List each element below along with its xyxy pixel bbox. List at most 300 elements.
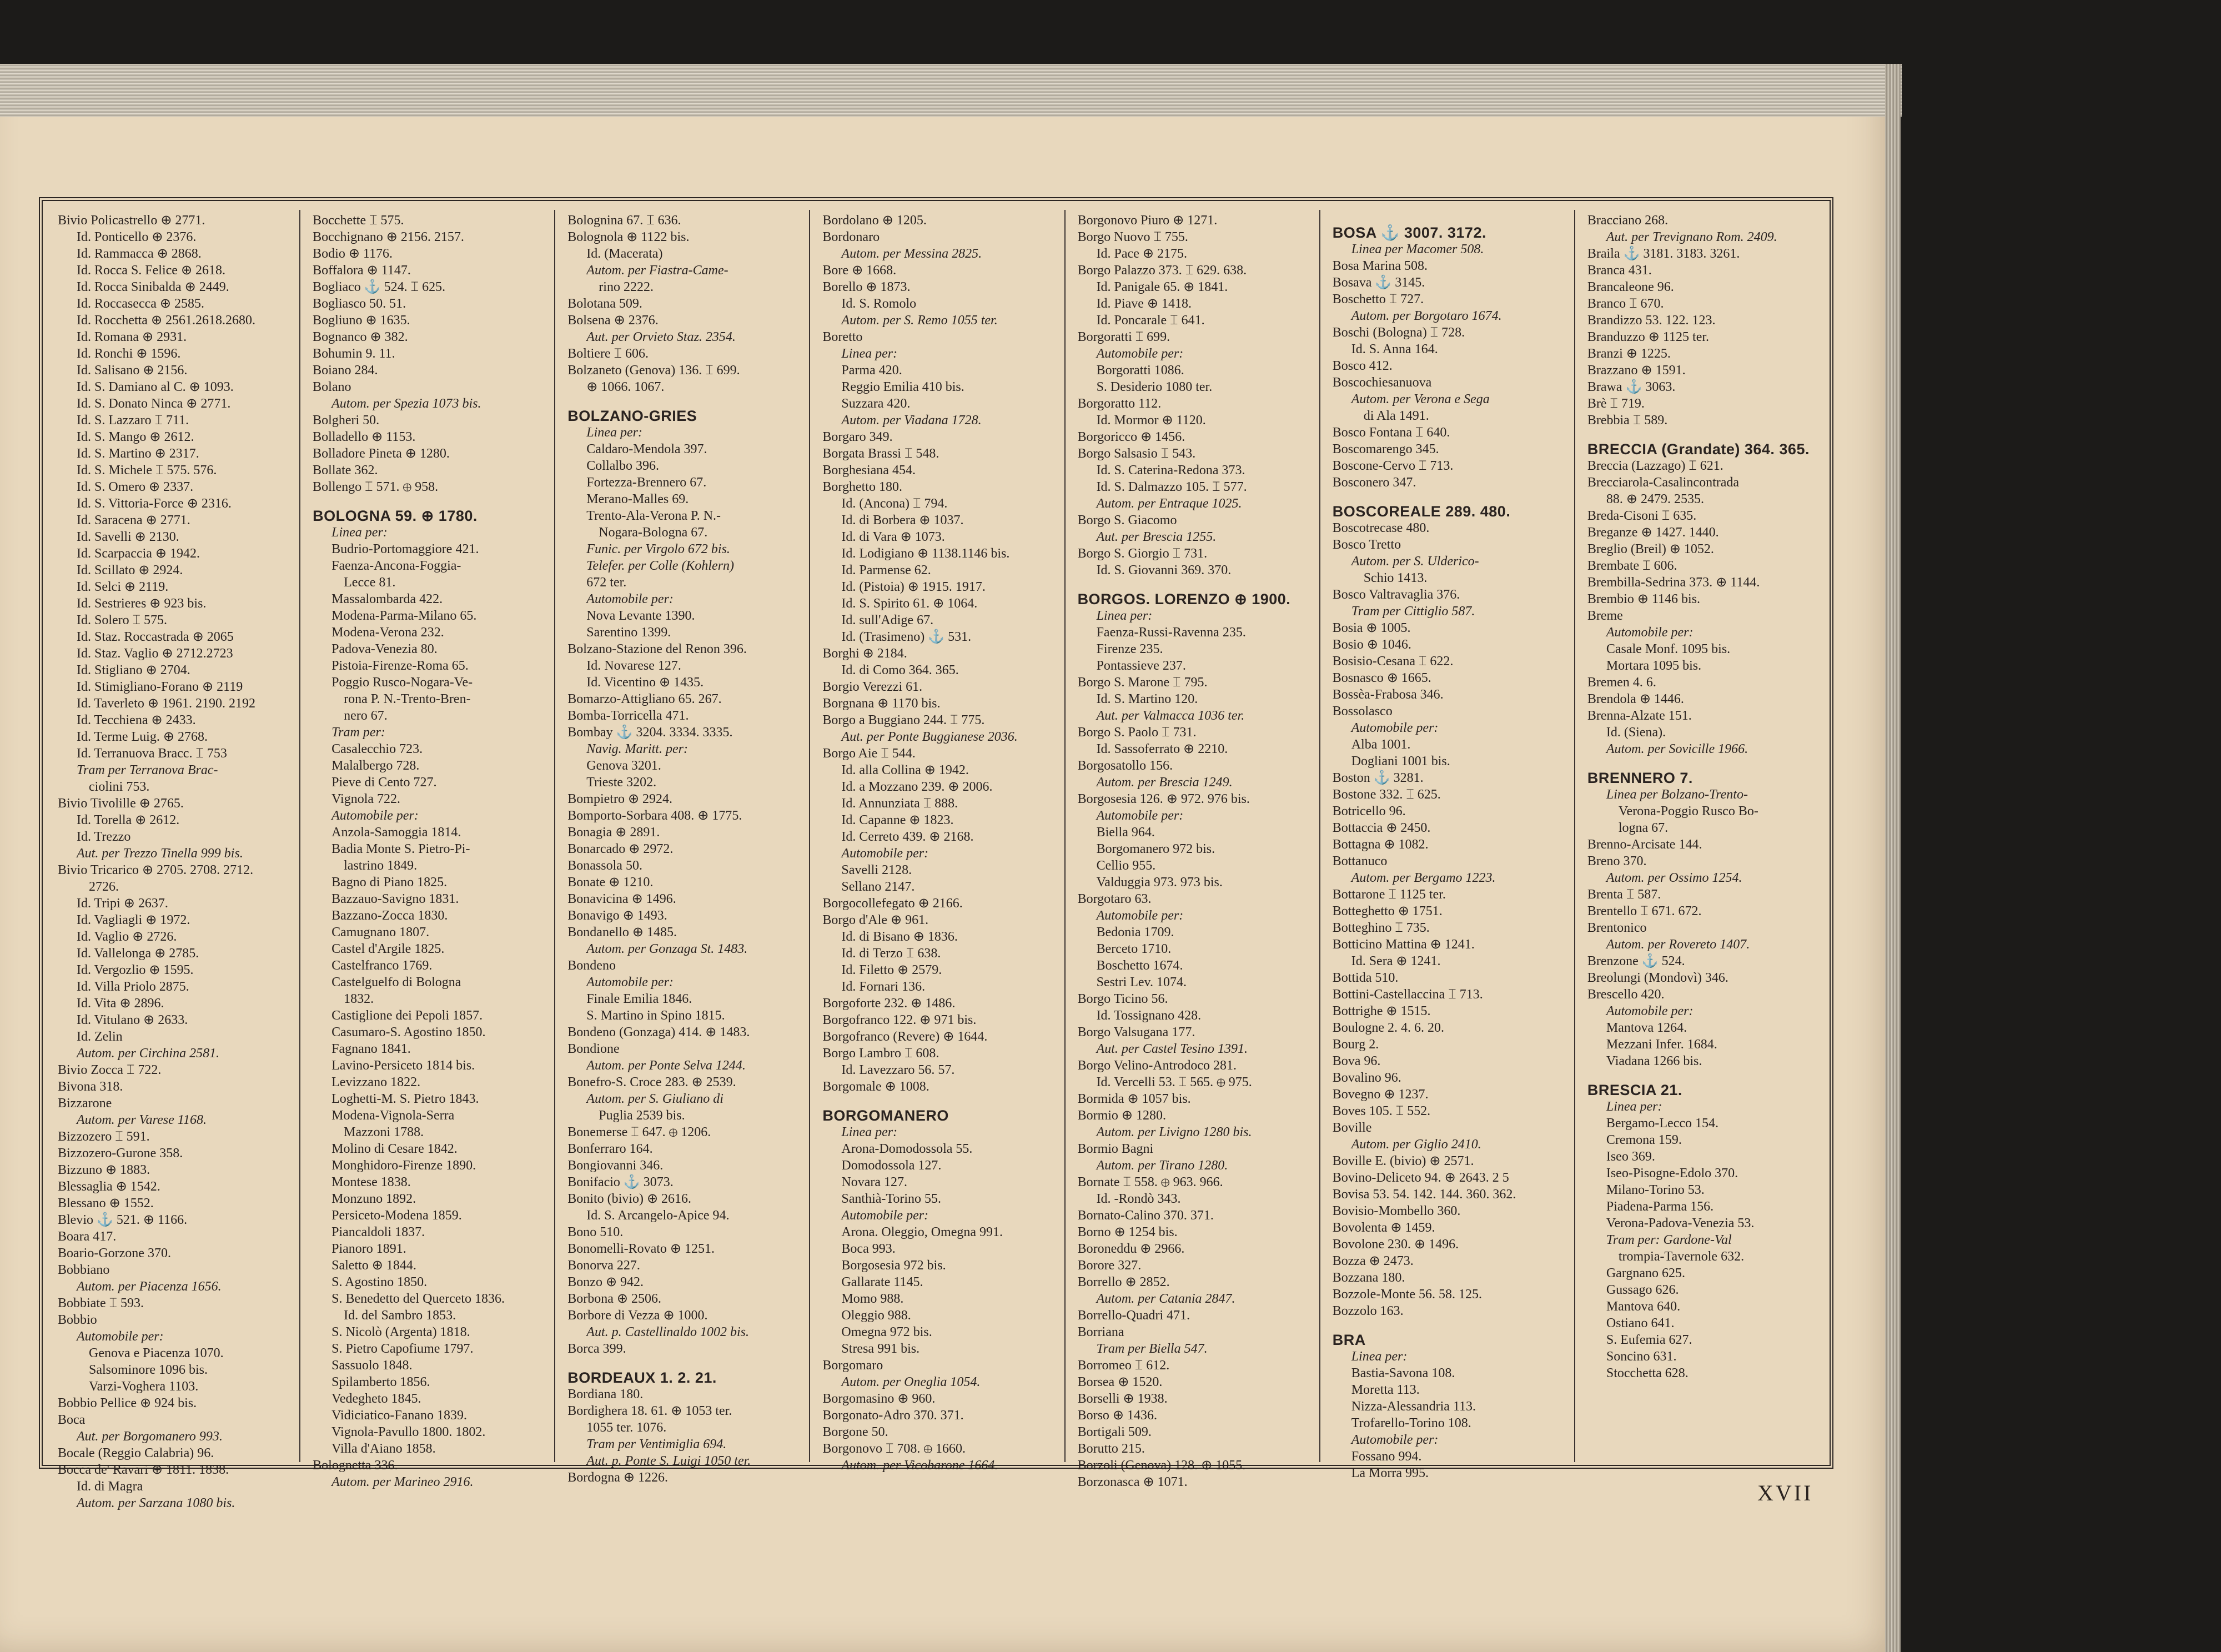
index-entry: Id. (Pistoia) ⊕ 1915. 1917.: [841, 580, 986, 594]
index-entry: Borgoratti ⌶ 699.: [1077, 330, 1170, 344]
index-entry: Id. S. Donato Ninca ⊕ 2771.: [77, 396, 231, 411]
index-entry: Borgo S. Paolo ⌶ 731.: [1077, 725, 1197, 740]
index-entry: Sestri Lev. 1074.: [1096, 975, 1187, 990]
index-entry: Brawa ⚓ 3063.: [1587, 380, 1676, 394]
index-entry: Autom. per Fiastra-Came-: [586, 263, 728, 278]
index-entry: Id. Lodigiano ⊕ 1138.1146 bis.: [841, 546, 1010, 561]
index-entry: Botticino Mattina ⊕ 1241.: [1332, 937, 1475, 952]
index-entry: Braila ⚓ 3181. 3183. 3261.: [1587, 247, 1740, 261]
index-entry: Automobile per:: [1606, 1004, 1694, 1018]
index-entry: Trieste 3202.: [586, 775, 657, 790]
index-entry: Borgomasino ⊕ 960.: [822, 1392, 936, 1406]
index-entry: Borno ⊕ 1254 bis.: [1077, 1225, 1178, 1239]
index-entry: Id. Rocca Sinibalda ⊕ 2449.: [77, 280, 229, 294]
page-stack-top-edge: [0, 64, 1902, 117]
index-entry: Breganze ⊕ 1427. 1440.: [1587, 525, 1719, 540]
index-entry: Id. -Rondò 343.: [1096, 1192, 1181, 1206]
index-entry: Reggio Emilia 410 bis.: [841, 380, 964, 394]
index-entry: Bazzauo-Savigno 1831.: [331, 892, 459, 906]
index-entry: Blevio ⚓ 521. ⊕ 1166.: [58, 1213, 188, 1227]
index-entry: Autom. per S. Remo 1055 ter.: [841, 313, 998, 328]
index-entry: Breglio (Breil) ⊕ 1052.: [1587, 542, 1714, 556]
index-entry: Bonate ⊕ 1210.: [567, 875, 654, 890]
index-entry: Molino di Cesare 1842.: [331, 1142, 458, 1156]
index-entry: Bordogna ⊕ 1226.: [567, 1470, 669, 1485]
index-entry: Pistoia-Firenze-Roma 65.: [331, 659, 469, 673]
index-entry: Bosco Tretto: [1332, 538, 1401, 552]
index-entry: S. Martino in Spino 1815.: [586, 1008, 725, 1023]
index-entry: Borgo Salsasio ⌶ 543.: [1077, 446, 1196, 461]
index-entry: Aut. per Borgomanero 993.: [77, 1429, 223, 1444]
index-entry: Id. di Magra: [77, 1479, 143, 1494]
index-entry: Bonzo ⊕ 942.: [567, 1275, 644, 1289]
index-entry: Id. Vita ⊕ 2896.: [77, 996, 164, 1011]
index-entry: Id. Ponticello ⊕ 2376.: [77, 230, 197, 244]
index-entry: Levizzano 1822.: [331, 1075, 421, 1089]
index-entry: Spilamberto 1856.: [331, 1375, 430, 1389]
index-entry: Borgnana ⊕ 1170 bis.: [822, 696, 941, 711]
index-entry: Aut. per Ponte Buggianese 2036.: [841, 730, 1018, 744]
section-heading: BORGOMANERO: [822, 1107, 949, 1124]
index-entry: di Ala 1491.: [1363, 409, 1429, 423]
index-entry: Borzoli (Genova) 128. ⊕ 1055.: [1077, 1458, 1246, 1473]
index-entry: Iseo 369.: [1606, 1149, 1655, 1164]
index-entry: Bazzano-Zocca 1830.: [331, 908, 448, 923]
index-entry: Id. Salisano ⊕ 2156.: [77, 363, 188, 378]
index-entry: Viadana 1266 bis.: [1606, 1054, 1702, 1068]
index-entry: Id. di Bisano ⊕ 1836.: [841, 930, 958, 944]
index-entry: Automobile per:: [1096, 809, 1184, 823]
index-entry: Brendola ⊕ 1446.: [1587, 692, 1684, 706]
index-entry: Id. Vallelonga ⊕ 2785.: [77, 946, 199, 961]
index-entry: Santhià-Torino 55.: [841, 1192, 942, 1206]
index-entry: Id. Savelli ⊕ 2130.: [77, 530, 179, 544]
index-entry: Id. (Siena).: [1606, 725, 1666, 740]
index-entry: Borgomaro: [822, 1358, 883, 1373]
index-entry: Bormio ⊕ 1280.: [1077, 1108, 1167, 1123]
index-entry: Boretto: [822, 330, 863, 344]
index-entry: Tram per Ventimiglia 694.: [586, 1437, 727, 1452]
index-entry: Bonassola 50.: [567, 858, 642, 873]
index-entry: Blessaglia ⊕ 1542.: [58, 1179, 160, 1194]
index-entry: Faenza-Ancona-Foggia-: [331, 559, 461, 573]
index-entry: Sellano 2147.: [841, 880, 915, 894]
index-entry: Navig. Maritt. per:: [586, 742, 688, 756]
index-entry: Bobbio Pellice ⊕ 924 bis.: [58, 1396, 197, 1410]
index-entry: Bizzozero ⌶ 591.: [58, 1129, 150, 1144]
index-entry: Linea per:: [331, 525, 388, 540]
index-entry: Id. Cerreto 439. ⊕ 2168.: [841, 830, 974, 844]
index-entry: Id. S. Romolo: [841, 297, 917, 311]
index-entry: Bivio Tricarico ⊕ 2705. 2708. 2712.: [58, 863, 254, 877]
index-entry: Bosconero 347.: [1332, 475, 1416, 490]
index-entry: Suzzara 420.: [841, 396, 911, 411]
index-entry: Id. Tecchiena ⊕ 2433.: [77, 713, 196, 727]
index-entry: Boville E. (bivio) ⊕ 2571.: [1332, 1154, 1474, 1168]
index-entry: Id. (Macerata): [586, 247, 663, 261]
index-entry: Aut. per Valmacca 1036 ter.: [1096, 709, 1245, 723]
index-entry: Badia Monte S. Pietro-Pi-: [331, 842, 470, 856]
index-entry: Id. Mormor ⊕ 1120.: [1096, 413, 1206, 428]
index-entry: Autom. per Messina 2825.: [841, 247, 982, 261]
index-entry: Funic. per Virgolo 672 bis.: [586, 542, 730, 556]
index-entry: Bossolasco: [1332, 704, 1393, 719]
index-entry: Id. Trezzo: [77, 830, 131, 844]
index-entry: Id. Filetto ⊕ 2579.: [841, 963, 942, 977]
index-entry: Id. di Terzo ⌶ 638.: [841, 946, 941, 961]
index-entry: Bolsena ⊕ 2376.: [567, 313, 659, 328]
index-entry: Bedonia 1709.: [1096, 925, 1174, 940]
index-entry: Bormida ⊕ 1057 bis.: [1077, 1092, 1191, 1106]
index-entry: Bonagia ⊕ 2891.: [567, 825, 660, 840]
index-entry: Id. Rocca S. Felice ⊕ 2618.: [77, 263, 226, 278]
index-entry: Bolognina 67. ⌶ 636.: [567, 213, 681, 228]
index-entry: 672 ter.: [586, 575, 627, 590]
index-entry: Id. Vaglio ⊕ 2726.: [77, 930, 177, 944]
index-entry: Castiglione dei Pepoli 1857.: [331, 1008, 483, 1023]
index-entry: Bognanco ⊕ 382.: [313, 330, 408, 344]
index-entry: Brentello ⌶ 671. 672.: [1587, 904, 1702, 918]
index-entry: Dogliani 1001 bis.: [1351, 754, 1450, 769]
index-entry: Autom. per Catania 2847.: [1096, 1292, 1235, 1306]
index-entry: Bonomelli-Rovato ⊕ 1251.: [567, 1242, 715, 1256]
index-entry: Bolano: [313, 380, 351, 394]
index-entry: Borgata Brassi ⌶ 548.: [822, 446, 939, 461]
index-entry: Id. Vagliagli ⊕ 1972.: [77, 913, 190, 927]
index-entry: Bivio Policastrello ⊕ 2771.: [58, 213, 205, 228]
index-entry: Boschetto 1674.: [1096, 958, 1183, 973]
index-entry: S. Pietro Capofiume 1797.: [331, 1342, 474, 1356]
index-entry: Bordonaro: [822, 230, 880, 244]
index-entry: Branca 431.: [1587, 263, 1652, 278]
index-entry: Piancaldoli 1837.: [331, 1225, 425, 1239]
index-entry: Bastia-Savona 108.: [1351, 1366, 1455, 1380]
index-entry: Id. S. Caterina-Redona 373.: [1096, 463, 1245, 478]
index-entry: Autom. per Livigno 1280 bis.: [1096, 1125, 1252, 1139]
index-entry: Bosco 412.: [1332, 359, 1393, 373]
index-entry: Bonarcado ⊕ 2972.: [567, 842, 674, 856]
index-entry: Boltiere ⌶ 606.: [567, 347, 649, 361]
index-entry: Borgotaro 63.: [1077, 892, 1152, 906]
index-entry: rino 2222.: [599, 280, 654, 294]
index-entry: Linea per Bolzano-Trento-: [1606, 787, 1748, 802]
column-4: [810, 210, 1065, 1473]
index-entry: Iseo-Pisogne-Edolo 370.: [1606, 1166, 1738, 1181]
index-entry: Bosnasco ⊕ 1665.: [1332, 671, 1431, 685]
index-entry: Brembio ⊕ 1146 bis.: [1587, 592, 1701, 606]
index-entry: Monghidoro-Firenze 1890.: [331, 1158, 476, 1173]
index-entry: Valduggia 973. 973 bis.: [1096, 875, 1223, 890]
index-entry: Bozzana 180.: [1332, 1271, 1405, 1285]
index-entry: Bosava ⚓ 3145.: [1332, 275, 1425, 290]
index-entry: Bottanuco: [1332, 854, 1388, 868]
index-entry: Id. di Borbera ⊕ 1037.: [841, 513, 964, 528]
index-entry: Boschi (Bologna) ⌶ 728.: [1332, 325, 1465, 340]
index-entry: Id. Tripi ⊕ 2637.: [77, 896, 168, 911]
index-entry: Borgo Aie ⌶ 544.: [822, 746, 916, 761]
index-entry: S. Eufemia 627.: [1606, 1333, 1692, 1347]
index-entry: Nizza-Alessandria 113.: [1351, 1399, 1476, 1414]
index-entry: Fagnano 1841.: [331, 1042, 411, 1056]
index-entry: Bizzarone: [58, 1096, 112, 1111]
index-entry: Bobbiano: [58, 1263, 110, 1277]
index-entry: Borselli ⊕ 1938.: [1077, 1392, 1168, 1406]
index-entry: Vedegheto 1845.: [331, 1392, 421, 1406]
index-entry: Id. Villa Priolo 2875.: [77, 980, 189, 994]
index-entry: Casalecchio 723.: [331, 742, 423, 756]
index-entry: Bortigali 509.: [1077, 1425, 1152, 1439]
index-entry: Id. Piave ⊕ 1418.: [1096, 297, 1192, 311]
column-6: [1320, 210, 1575, 1480]
index-entry: Id. Torella ⊕ 2612.: [77, 813, 180, 827]
index-entry: Branduzzo ⊕ 1125 ter.: [1587, 330, 1710, 344]
index-entry: Borgo d'Ale ⊕ 961.: [822, 913, 929, 927]
index-entry: Brembilla-Sedrina 373. ⊕ 1144.: [1587, 575, 1760, 590]
index-entry: trompia-Tavernole 632.: [1618, 1249, 1745, 1264]
index-entry: Bostone 332. ⌶ 625.: [1332, 787, 1441, 802]
index-entry: Bergamo-Lecco 154.: [1606, 1116, 1718, 1131]
column-5: [1066, 210, 1320, 1489]
index-entry: Id. S. Anna 164.: [1351, 342, 1438, 356]
index-entry: Verona-Poggio Rusco Bo-: [1618, 804, 1758, 819]
index-entry: Pieve di Cento 727.: [331, 775, 437, 790]
index-entry: Id. Terranuova Bracc. ⌶ 753: [77, 746, 227, 761]
index-entry: Brenno-Arcisate 144.: [1587, 837, 1702, 852]
index-entry: Id. S. Damiano al C. ⊕ 1093.: [77, 380, 234, 394]
index-entry: Autom. per Entraque 1025.: [1096, 496, 1242, 511]
index-entry: Bivona 318.: [58, 1079, 123, 1094]
index-entry: Modena-Parma-Milano 65.: [331, 609, 477, 623]
index-entry: Borgosesia 972 bis.: [841, 1258, 946, 1273]
index-entry: Berceto 1710.: [1096, 942, 1172, 956]
index-entry: nero 67.: [344, 709, 388, 723]
index-entry: Bottarone ⌶ 1125 ter.: [1332, 887, 1446, 902]
index-entry: Id. di Como 364. 365.: [841, 663, 959, 677]
index-entry: Borgo a Buggiano 244. ⌶ 775.: [822, 713, 985, 727]
index-entry: Bosio ⊕ 1046.: [1332, 637, 1411, 652]
index-entry: Castelfranco 1769.: [331, 958, 433, 973]
index-entry: Botricello 96.: [1332, 804, 1406, 819]
index-entry: Borbona ⊕ 2506.: [567, 1292, 662, 1306]
index-entry: Borgone 50.: [822, 1425, 888, 1439]
index-entry: Arona. Oleggio, Omegna 991.: [841, 1225, 1003, 1239]
index-entry: Botteghino ⌶ 735.: [1332, 921, 1430, 935]
index-entry: Id. S. Arcangelo-Apice 94.: [586, 1208, 730, 1223]
index-entry: Autom. per Piacenza 1656.: [77, 1279, 222, 1294]
index-entry: Id. Vicentino ⊕ 1435.: [586, 675, 704, 690]
section-heading: BRECCIA (Grandate) 364. 365.: [1587, 441, 1810, 458]
index-entry: Autom. per Oneglia 1054.: [841, 1375, 981, 1389]
index-entry: Sassuolo 1848.: [331, 1358, 413, 1373]
index-entry: Breccia (Lazzago) ⌶ 621.: [1587, 459, 1723, 473]
index-entry: Id. Rammacca ⊕ 2868.: [77, 247, 202, 261]
index-entry: Boscomarengo 345.: [1332, 442, 1439, 456]
index-entry: Automobile per:: [1096, 347, 1184, 361]
index-entry: Bordiana 180.: [567, 1387, 644, 1402]
index-entry: Padova-Venezia 80.: [331, 642, 438, 656]
index-entry: Borgonovo ⌶ 708. ⊕ 1660.: [822, 1442, 966, 1456]
index-entry: Camugnano 1807.: [331, 925, 430, 940]
index-entry: Brembate ⌶ 606.: [1587, 559, 1677, 573]
index-entry: Bremen 4. 6.: [1587, 675, 1656, 690]
index-entry: Borso ⊕ 1436.: [1077, 1408, 1158, 1423]
index-entry: Bompietro ⊕ 2924.: [567, 792, 673, 806]
index-entry: Parma 420.: [841, 363, 902, 378]
index-entry: Boston ⚓ 3281.: [1332, 771, 1424, 785]
index-entry: Saletto ⊕ 1844.: [331, 1258, 416, 1273]
index-entry: Bozza ⊕ 2473.: [1332, 1254, 1414, 1268]
section-heading: BRENNERO 7.: [1587, 770, 1693, 786]
index-entry: Boschetto ⌶ 727.: [1332, 292, 1424, 307]
index-entry: Nova Levante 1390.: [586, 609, 695, 623]
index-entry: Puglia 2539 bis.: [599, 1108, 685, 1123]
index-entry: Id. Selci ⊕ 2119.: [77, 580, 169, 594]
index-entry: Id. S. Omero ⊕ 2337.: [77, 480, 194, 494]
index-entry: Bono 510.: [567, 1225, 624, 1239]
index-entry: Linea per:: [1606, 1099, 1662, 1114]
index-entry: Pianoro 1891.: [331, 1242, 406, 1256]
index-entry: Bonavigo ⊕ 1493.: [567, 908, 667, 923]
index-entry: Villa d'Aiano 1858.: [331, 1442, 436, 1456]
index-entry: Bottini-Castellaccina ⌶ 713.: [1332, 987, 1483, 1002]
index-entry: Borutto 215.: [1077, 1442, 1145, 1456]
index-entry: Genova e Piacenza 1070.: [89, 1346, 224, 1360]
index-entry: Mantova 1264.: [1606, 1021, 1687, 1035]
index-entry: Bonavicina ⊕ 1496.: [567, 892, 676, 906]
index-entry: 1832.: [344, 992, 374, 1006]
index-entry: Bourg 2.: [1332, 1037, 1379, 1052]
column-7: [1575, 210, 1829, 1462]
index-entry: Borgocollefegato ⊕ 2166.: [822, 896, 963, 911]
index-entry: Id. a Mozzano 239. ⊕ 2006.: [841, 780, 993, 794]
index-entry: Automobile per:: [1351, 721, 1439, 735]
index-entry: Borgomanero 972 bis.: [1096, 842, 1215, 856]
index-entry: Bozzole-Monte 56. 58. 125.: [1332, 1287, 1482, 1302]
index-entry: Bosco Valtravaglia 376.: [1332, 588, 1460, 602]
index-entry: Id. alla Collina ⊕ 1942.: [841, 763, 969, 777]
index-entry: Id. Stigliano ⊕ 2704.: [77, 663, 190, 677]
section-heading: BRESCIA 21.: [1587, 1082, 1682, 1098]
index-entry: Bondanello ⊕ 1485.: [567, 925, 677, 940]
index-entry: Bollengo ⌶ 571. ⊕ 958.: [313, 480, 439, 494]
index-entry: Automobile per:: [841, 846, 929, 861]
index-entry: Tram per Terranova Brac-: [77, 763, 218, 777]
index-entry: Id. Zelin: [77, 1030, 123, 1044]
index-entry: Bizzozero-Gurone 358.: [58, 1146, 183, 1161]
index-entry: Bordighera 18. 61. ⊕ 1053 ter.: [567, 1404, 732, 1418]
column-3: [555, 210, 810, 1485]
index-entry: Bolognola ⊕ 1122 bis.: [567, 230, 690, 244]
index-entry: Borgo Valsugana 177.: [1077, 1025, 1195, 1040]
index-entry: Milano-Torino 53.: [1606, 1183, 1705, 1197]
index-entry: Trofarello-Torino 108.: [1351, 1416, 1471, 1430]
index-entry: Boca: [58, 1413, 86, 1427]
index-entry: Massalombarda 422.: [331, 592, 443, 606]
section-heading: BORGOS. LORENZO ⊕ 1900.: [1077, 591, 1291, 607]
index-entry: 88. ⊕ 2479. 2535.: [1606, 492, 1704, 506]
index-entry: Borbore di Vezza ⊕ 1000.: [567, 1308, 708, 1323]
index-entry: Casumaro-S. Agostino 1850.: [331, 1025, 486, 1040]
index-entry: Borgofranco 122. ⊕ 971 bis.: [822, 1013, 977, 1027]
index-entry: Autom. per Varese 1168.: [77, 1113, 207, 1127]
index-entry: S. Desiderio 1080 ter.: [1096, 380, 1213, 394]
index-entry: Id. Staz. Roccastrada ⊕ 2065: [77, 630, 234, 644]
index-entry: lastrino 1849.: [344, 858, 418, 873]
index-entry: Aut. per Brescia 1255.: [1096, 530, 1217, 544]
index-entry: Id. Lavezzaro 56. 57.: [841, 1063, 955, 1077]
index-entry: Novara 127.: [841, 1175, 908, 1189]
index-entry: Bondeno: [567, 958, 616, 973]
index-entry: Modena-Verona 232.: [331, 625, 444, 640]
index-entry: Autom. per Sovicille 1966.: [1606, 742, 1748, 756]
index-entry: Moretta 113.: [1351, 1383, 1420, 1397]
index-entry: Alba 1001.: [1351, 737, 1411, 752]
index-entry: Sarentino 1399.: [586, 625, 671, 640]
index-entry: Borrello-Quadri 471.: [1077, 1308, 1190, 1323]
index-entry: Bottaccia ⊕ 2450.: [1332, 821, 1431, 835]
index-entry: Id. di Vara ⊕ 1073.: [841, 530, 945, 544]
index-entry: Brenna-Alzate 151.: [1587, 709, 1692, 723]
index-entry: Breme: [1587, 609, 1623, 623]
index-entry: Momo 988.: [841, 1292, 904, 1306]
index-entry: Arona-Domodossola 55.: [841, 1142, 973, 1156]
index-entry: Borgo Velino-Antrodoco 281.: [1077, 1058, 1237, 1073]
index-entry: Borgosesia 126. ⊕ 972. 976 bis.: [1077, 792, 1250, 806]
index-entry: Mortara 1095 bis.: [1606, 659, 1702, 673]
index-entry: Automobile per:: [1606, 625, 1694, 640]
index-entry: Brecciarola-Casalincontrada: [1587, 475, 1740, 490]
index-entry: Biella 964.: [1096, 825, 1155, 840]
index-entry: Savelli 2128.: [841, 863, 912, 877]
index-entry: Id. sull'Adige 67.: [841, 613, 934, 627]
index-entry: Vidiciatico-Fanano 1839.: [331, 1408, 467, 1423]
index-entry: Borgomale ⊕ 1008.: [822, 1079, 929, 1094]
index-entry: Loghetti-M. S. Pietro 1843.: [331, 1092, 479, 1106]
index-entry: Id. S. Martino 120.: [1096, 692, 1198, 706]
index-entry: Bovalino 96.: [1332, 1071, 1401, 1085]
index-entry: Bovino-Deliceto 94. ⊕ 2643. 2 5: [1332, 1171, 1509, 1185]
index-entry: Firenze 235.: [1096, 642, 1163, 656]
index-entry: Autom. per Borgotaro 1674.: [1351, 309, 1502, 323]
index-entry: Tram per:: [331, 725, 385, 740]
index-entry: Bivio Tivolille ⊕ 2765.: [58, 796, 184, 811]
index-entry: Boves 105. ⌶ 552.: [1332, 1104, 1431, 1118]
index-entry: Soncino 631.: [1606, 1349, 1677, 1364]
index-entry: Boscone-Cervo ⌶ 713.: [1332, 459, 1454, 473]
index-entry: Bogliasco 50. 51.: [313, 297, 406, 311]
index-entry: Bivio Zocca ⌶ 722.: [58, 1063, 162, 1077]
index-entry: Brè ⌶ 719.: [1587, 396, 1645, 411]
index-entry: Automobile per:: [77, 1329, 164, 1344]
index-entry: Bolzaneto (Genova) 136. ⌶ 699.: [567, 363, 740, 378]
index-entry: Borgo S. Marone ⌶ 795.: [1077, 675, 1208, 690]
index-entry: Borrello ⊕ 2852.: [1077, 1275, 1170, 1289]
index-entry: Bonefro-S. Croce 283. ⊕ 2539.: [567, 1075, 736, 1089]
section-heading: BRA: [1332, 1332, 1366, 1348]
index-entry: Id. del Sambro 1853.: [344, 1308, 456, 1323]
index-entry: Bovisio-Mombello 360.: [1332, 1204, 1461, 1218]
index-entry: Bomporto-Sorbara 408. ⊕ 1775.: [567, 809, 742, 823]
index-entry: Bongiovanni 346.: [567, 1158, 664, 1173]
index-entry: rona P. N.-Trento-Bren-: [344, 692, 471, 706]
index-entry: Borgoricco ⊕ 1456.: [1077, 430, 1185, 444]
index-entry: Mazzoni 1788.: [344, 1125, 424, 1139]
index-entry: Borgo S. Giacomo: [1077, 513, 1177, 528]
index-entry: Mantova 640.: [1606, 1299, 1681, 1314]
index-entry: Bondione: [567, 1042, 620, 1056]
index-entry: Id. Taverleto ⊕ 1961. 2190. 2192: [77, 696, 255, 711]
index-entry: Boffalora ⊕ 1147.: [313, 263, 411, 278]
